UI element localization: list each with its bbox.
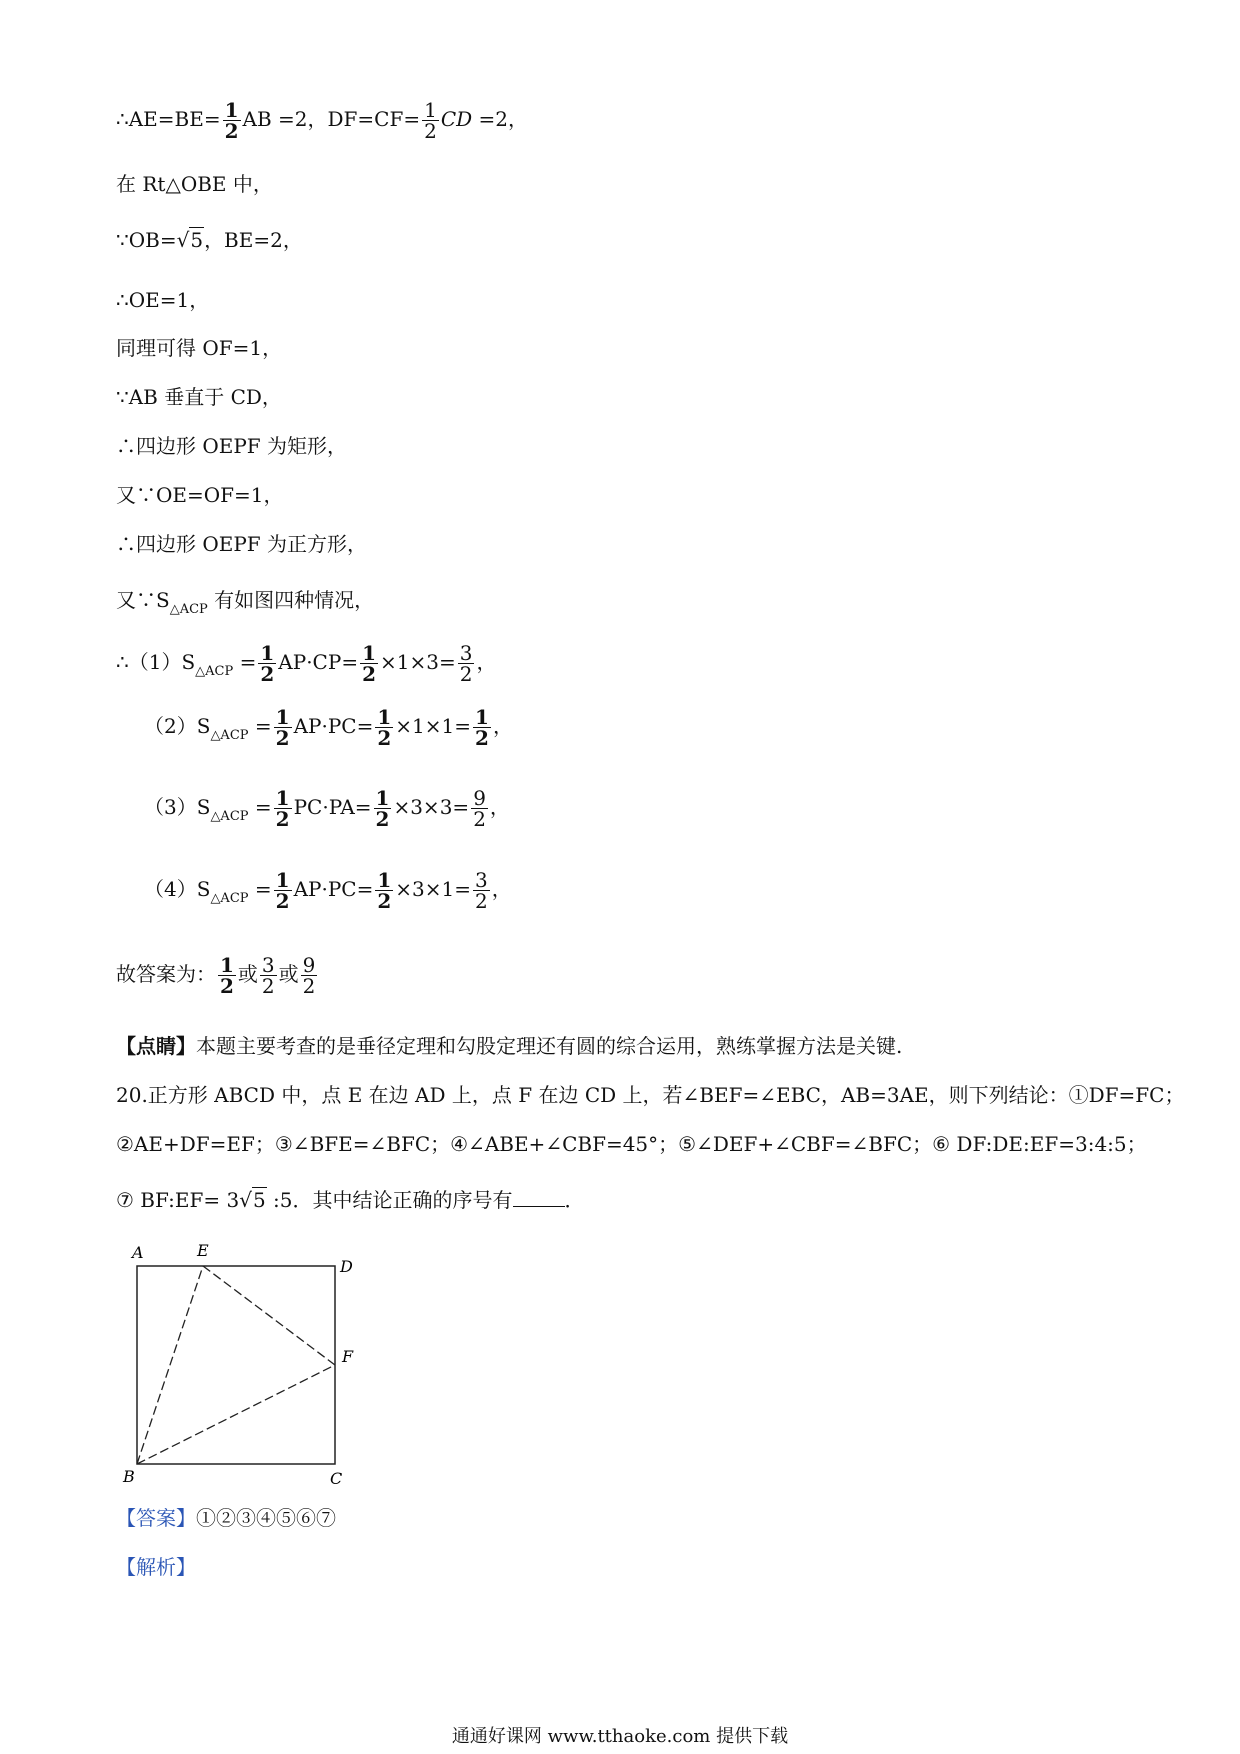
subscript: △ACP <box>195 664 234 679</box>
text: = <box>248 714 272 738</box>
fraction <box>473 870 490 911</box>
sqrt: √5 <box>176 228 204 252</box>
denominator: 2 <box>275 889 290 913</box>
text: ， <box>492 714 513 738</box>
label-f: F <box>342 1347 354 1366</box>
fraction <box>458 643 475 684</box>
answer-label: 【答案】 <box>116 1506 196 1530</box>
denominator: 2 <box>475 726 489 750</box>
numerator: 1 <box>220 953 234 977</box>
denominator: 2 <box>473 807 486 831</box>
line-of: 同理可得 OF=1， <box>116 336 283 360</box>
fraction <box>274 788 292 829</box>
text: ×3×3= <box>393 795 470 819</box>
text: 故答案为： <box>116 962 216 986</box>
text: ×1×3= <box>380 650 456 674</box>
denominator: 2 <box>275 726 290 750</box>
fraction <box>218 955 236 996</box>
analysis-label: 【解析】 <box>116 1555 196 1579</box>
fraction <box>274 707 292 748</box>
analysis-line <box>116 1555 196 1579</box>
case-4 <box>144 870 512 911</box>
denominator: 2 <box>362 662 376 686</box>
radicand: 5 <box>252 1188 266 1212</box>
text: = <box>233 650 257 674</box>
label-e: E <box>197 1241 209 1260</box>
page-footer: 通通好课网 www.tthaoke.com 提供下载 <box>451 1726 789 1747</box>
denominator: 2 <box>424 119 437 143</box>
answer-blank <box>513 1188 565 1207</box>
text: AP·PC= <box>293 877 374 901</box>
segment-ef <box>203 1266 335 1365</box>
answer-line <box>116 955 319 996</box>
label-b: B <box>123 1467 135 1486</box>
subscript: △ACP <box>210 809 249 824</box>
line-oe: ∴OE=1， <box>116 288 210 312</box>
tip-text: 本题主要考查的是垂径定理和勾股定理还有圆的综合运用，熟练掌握方法是关键. <box>196 1034 903 1058</box>
text: AP·CP= <box>278 650 359 674</box>
numerator: 1 <box>475 705 489 729</box>
square-figure <box>120 1240 380 1500</box>
text: AB =2，DF=CF= <box>242 107 421 131</box>
text: ∵OB= <box>116 228 177 252</box>
numerator: 1 <box>275 868 290 892</box>
text: （3）S <box>144 795 211 819</box>
case-2 <box>144 707 513 748</box>
text: ∴AE=BE= <box>116 107 221 131</box>
text: 又∵S <box>116 588 170 612</box>
square-abcd <box>137 1266 335 1464</box>
line-ae-be <box>116 100 528 141</box>
numerator: 3 <box>459 641 473 665</box>
numerator: 3 <box>475 868 488 892</box>
line-ab-perp: ∵AB 垂直于 CD， <box>116 385 282 409</box>
text: （4）S <box>144 877 211 901</box>
fraction <box>375 870 393 911</box>
fraction <box>360 643 378 684</box>
case-3 <box>144 788 510 829</box>
question-line-3 <box>116 1188 585 1212</box>
fraction <box>473 707 491 748</box>
text: ×1×1= <box>395 714 472 738</box>
denominator: 2 <box>377 889 392 913</box>
line-four-cases <box>116 588 374 616</box>
denominator: 2 <box>302 974 316 998</box>
line-oe-of: 又∵OE=OF=1， <box>116 483 284 507</box>
denominator: 2 <box>375 807 390 831</box>
question-line-2: ②AE+DF=EF；③∠BFE=∠BFC；④∠ABE+∠CBF=45°；⑤∠DEF+∠CBF=∠BFC；⑥ DF:DE:EF=3:4:5； <box>116 1132 1147 1156</box>
segment-be <box>137 1266 203 1464</box>
fraction <box>375 707 393 748</box>
text: =2， <box>472 107 529 131</box>
text: 有如图四种情况， <box>207 588 375 612</box>
fraction <box>223 100 241 141</box>
text: （2）S <box>144 714 211 738</box>
fraction <box>301 955 318 996</box>
numerator: 1 <box>362 641 376 665</box>
numerator: 9 <box>302 953 316 977</box>
fraction <box>374 788 392 829</box>
subscript: △ACP <box>210 891 249 906</box>
text: ． <box>564 1188 585 1212</box>
line-rt-obe: 在 Rt△OBE 中， <box>116 172 273 196</box>
text: ×3×1= <box>395 877 472 901</box>
denominator: 2 <box>261 974 275 998</box>
denominator: 2 <box>224 119 239 143</box>
label-c: C <box>330 1469 343 1488</box>
line-rectangle: ∴四边形 OEPF 为矩形， <box>116 434 348 458</box>
denominator: 2 <box>275 807 290 831</box>
fraction <box>471 788 488 829</box>
text: ， <box>491 877 512 901</box>
subscript: △ACP <box>169 602 208 617</box>
fraction <box>260 955 277 996</box>
numerator: 1 <box>275 786 290 810</box>
text: = <box>248 795 272 819</box>
numerator: 1 <box>424 98 437 122</box>
numerator: 1 <box>377 705 392 729</box>
text: AP·PC= <box>293 714 374 738</box>
numerator: 9 <box>473 786 486 810</box>
subscript: △ACP <box>210 728 249 743</box>
text: ⑦ BF:EF= 3 <box>116 1188 240 1212</box>
text: 或 <box>237 962 258 986</box>
radicand: 5 <box>190 228 204 252</box>
fraction <box>422 100 439 141</box>
denominator: 2 <box>260 662 275 686</box>
denominator: 2 <box>220 974 234 998</box>
line-square: ∴四边形 OEPF 为正方形， <box>116 532 368 556</box>
text: = <box>248 877 272 901</box>
question-line-1: 20.正方形 ABCD 中，点 E 在边 AD 上，点 F 在边 CD 上，若∠BEF=∠EBC，AB=3AE，则下列结论：①DF=FC； <box>116 1083 1185 1107</box>
tip-line <box>116 1034 902 1058</box>
numerator: 1 <box>375 786 390 810</box>
answer-value: ①②③④⑤⑥⑦ <box>196 1506 336 1530</box>
numerator: 1 <box>224 98 239 122</box>
fraction <box>258 643 276 684</box>
text: CD <box>440 107 473 131</box>
case-1 <box>116 643 496 684</box>
numerator: 1 <box>377 868 392 892</box>
label-a: A <box>132 1243 144 1262</box>
numerator: 1 <box>260 641 275 665</box>
label-d: D <box>340 1257 353 1276</box>
denominator: 2 <box>459 662 473 686</box>
denominator: 2 <box>475 889 488 913</box>
numerator: 3 <box>261 953 275 977</box>
text: :5．其中结论正确的序号有 <box>266 1188 513 1212</box>
text: ， <box>476 650 497 674</box>
segment-bf <box>137 1365 335 1464</box>
text: PC·PA= <box>293 795 372 819</box>
fraction <box>274 870 292 911</box>
text: 或 <box>278 962 299 986</box>
text: ， <box>489 795 510 819</box>
denominator: 2 <box>377 726 392 750</box>
tip-label: 【点睛】 <box>116 1034 196 1058</box>
numerator: 1 <box>275 705 290 729</box>
sqrt: √5 <box>239 1188 266 1212</box>
line-ob <box>116 228 303 252</box>
text: ∴（1）S <box>116 650 196 674</box>
text: ，BE=2， <box>204 228 303 252</box>
answer-result-line <box>116 1506 336 1530</box>
